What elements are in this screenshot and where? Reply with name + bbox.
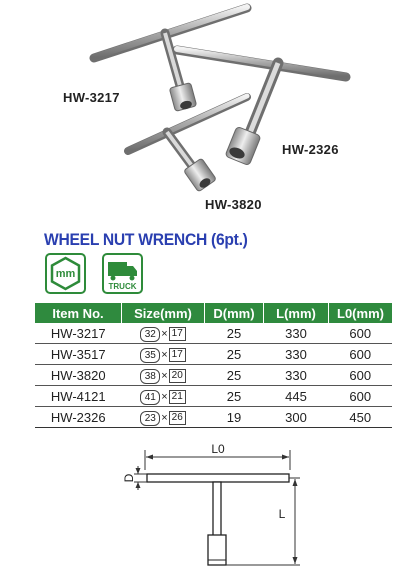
cell-size <box>122 323 205 344</box>
d-label: D <box>122 473 136 483</box>
table-row <box>35 365 392 386</box>
cell-size <box>122 344 205 365</box>
header-l: L(mm) <box>264 303 329 323</box>
cell-d: 25 <box>205 386 264 407</box>
header-d: D(mm) <box>205 303 264 323</box>
cell-d: 25 <box>205 365 264 386</box>
square-size: 26 <box>169 411 186 425</box>
square-size: 20 <box>169 369 186 383</box>
cell-size <box>122 407 205 428</box>
cell-d: 25 <box>205 323 264 344</box>
cell-d: 25 <box>205 344 264 365</box>
lo-label: L0 <box>211 442 225 456</box>
header-l0: L0(mm) <box>329 303 393 323</box>
square-size: 17 <box>169 348 186 362</box>
cell-size <box>122 386 205 407</box>
model-label-hw-3820: HW-3820 <box>205 197 262 212</box>
cell-l0: 600 <box>329 344 393 365</box>
cell-l: 300 <box>264 407 329 428</box>
hexagon-mm-icon <box>47 255 84 292</box>
wrench-photo <box>0 0 409 225</box>
square-size: 17 <box>169 327 186 341</box>
hex-size: 32 <box>140 327 160 342</box>
size-times: × <box>161 412 168 424</box>
hex-size: 35 <box>140 348 160 363</box>
t-bar-shape <box>147 474 289 482</box>
cell-d: 19 <box>205 407 264 428</box>
table-row <box>35 344 392 365</box>
cell-l: 330 <box>264 323 329 344</box>
truck-badge <box>102 253 143 294</box>
table-header-row <box>35 303 392 323</box>
table-row <box>35 323 392 344</box>
model-label-hw-3217: HW-3217 <box>63 90 120 105</box>
cell-l0: 450 <box>329 407 393 428</box>
truck-icon <box>104 255 141 292</box>
cell-item: HW-3217 <box>35 323 122 344</box>
cell-l0: 600 <box>329 365 393 386</box>
hex-size: 38 <box>140 369 160 384</box>
square-size: 21 <box>169 390 186 404</box>
header-item-no: Item No. <box>35 303 122 323</box>
cell-l0: 600 <box>329 386 393 407</box>
model-label-hw-2326: HW-2326 <box>282 142 339 157</box>
cell-item: HW-3820 <box>35 365 122 386</box>
cell-l: 330 <box>264 365 329 386</box>
size-times: × <box>161 370 168 382</box>
hex-size: 23 <box>140 411 160 426</box>
cell-l: 330 <box>264 344 329 365</box>
cell-item: HW-2326 <box>35 407 122 428</box>
size-times: × <box>161 391 168 403</box>
mm-badge-label: mm <box>55 268 76 280</box>
size-times: × <box>161 328 168 340</box>
wrench-hw-3820 <box>128 96 247 192</box>
stem-shape <box>213 482 221 542</box>
table-row <box>35 407 392 428</box>
l-label: L <box>278 507 286 521</box>
truck-badge-label: TRUCK <box>108 282 137 291</box>
hex-size: 41 <box>140 390 160 405</box>
mm-badge <box>45 253 86 294</box>
cell-l0: 600 <box>329 323 393 344</box>
cell-size <box>122 365 205 386</box>
header-size: Size(mm) <box>122 303 205 323</box>
cell-item: HW-3517 <box>35 344 122 365</box>
size-times: × <box>161 349 168 361</box>
spec-table <box>35 303 392 428</box>
dimension-diagram <box>0 440 409 580</box>
cell-l: 445 <box>264 386 329 407</box>
table-row <box>35 386 392 407</box>
catalog-title: WHEEL NUT WRENCH (6pt.) <box>44 230 248 249</box>
cell-item: HW-4121 <box>35 386 122 407</box>
